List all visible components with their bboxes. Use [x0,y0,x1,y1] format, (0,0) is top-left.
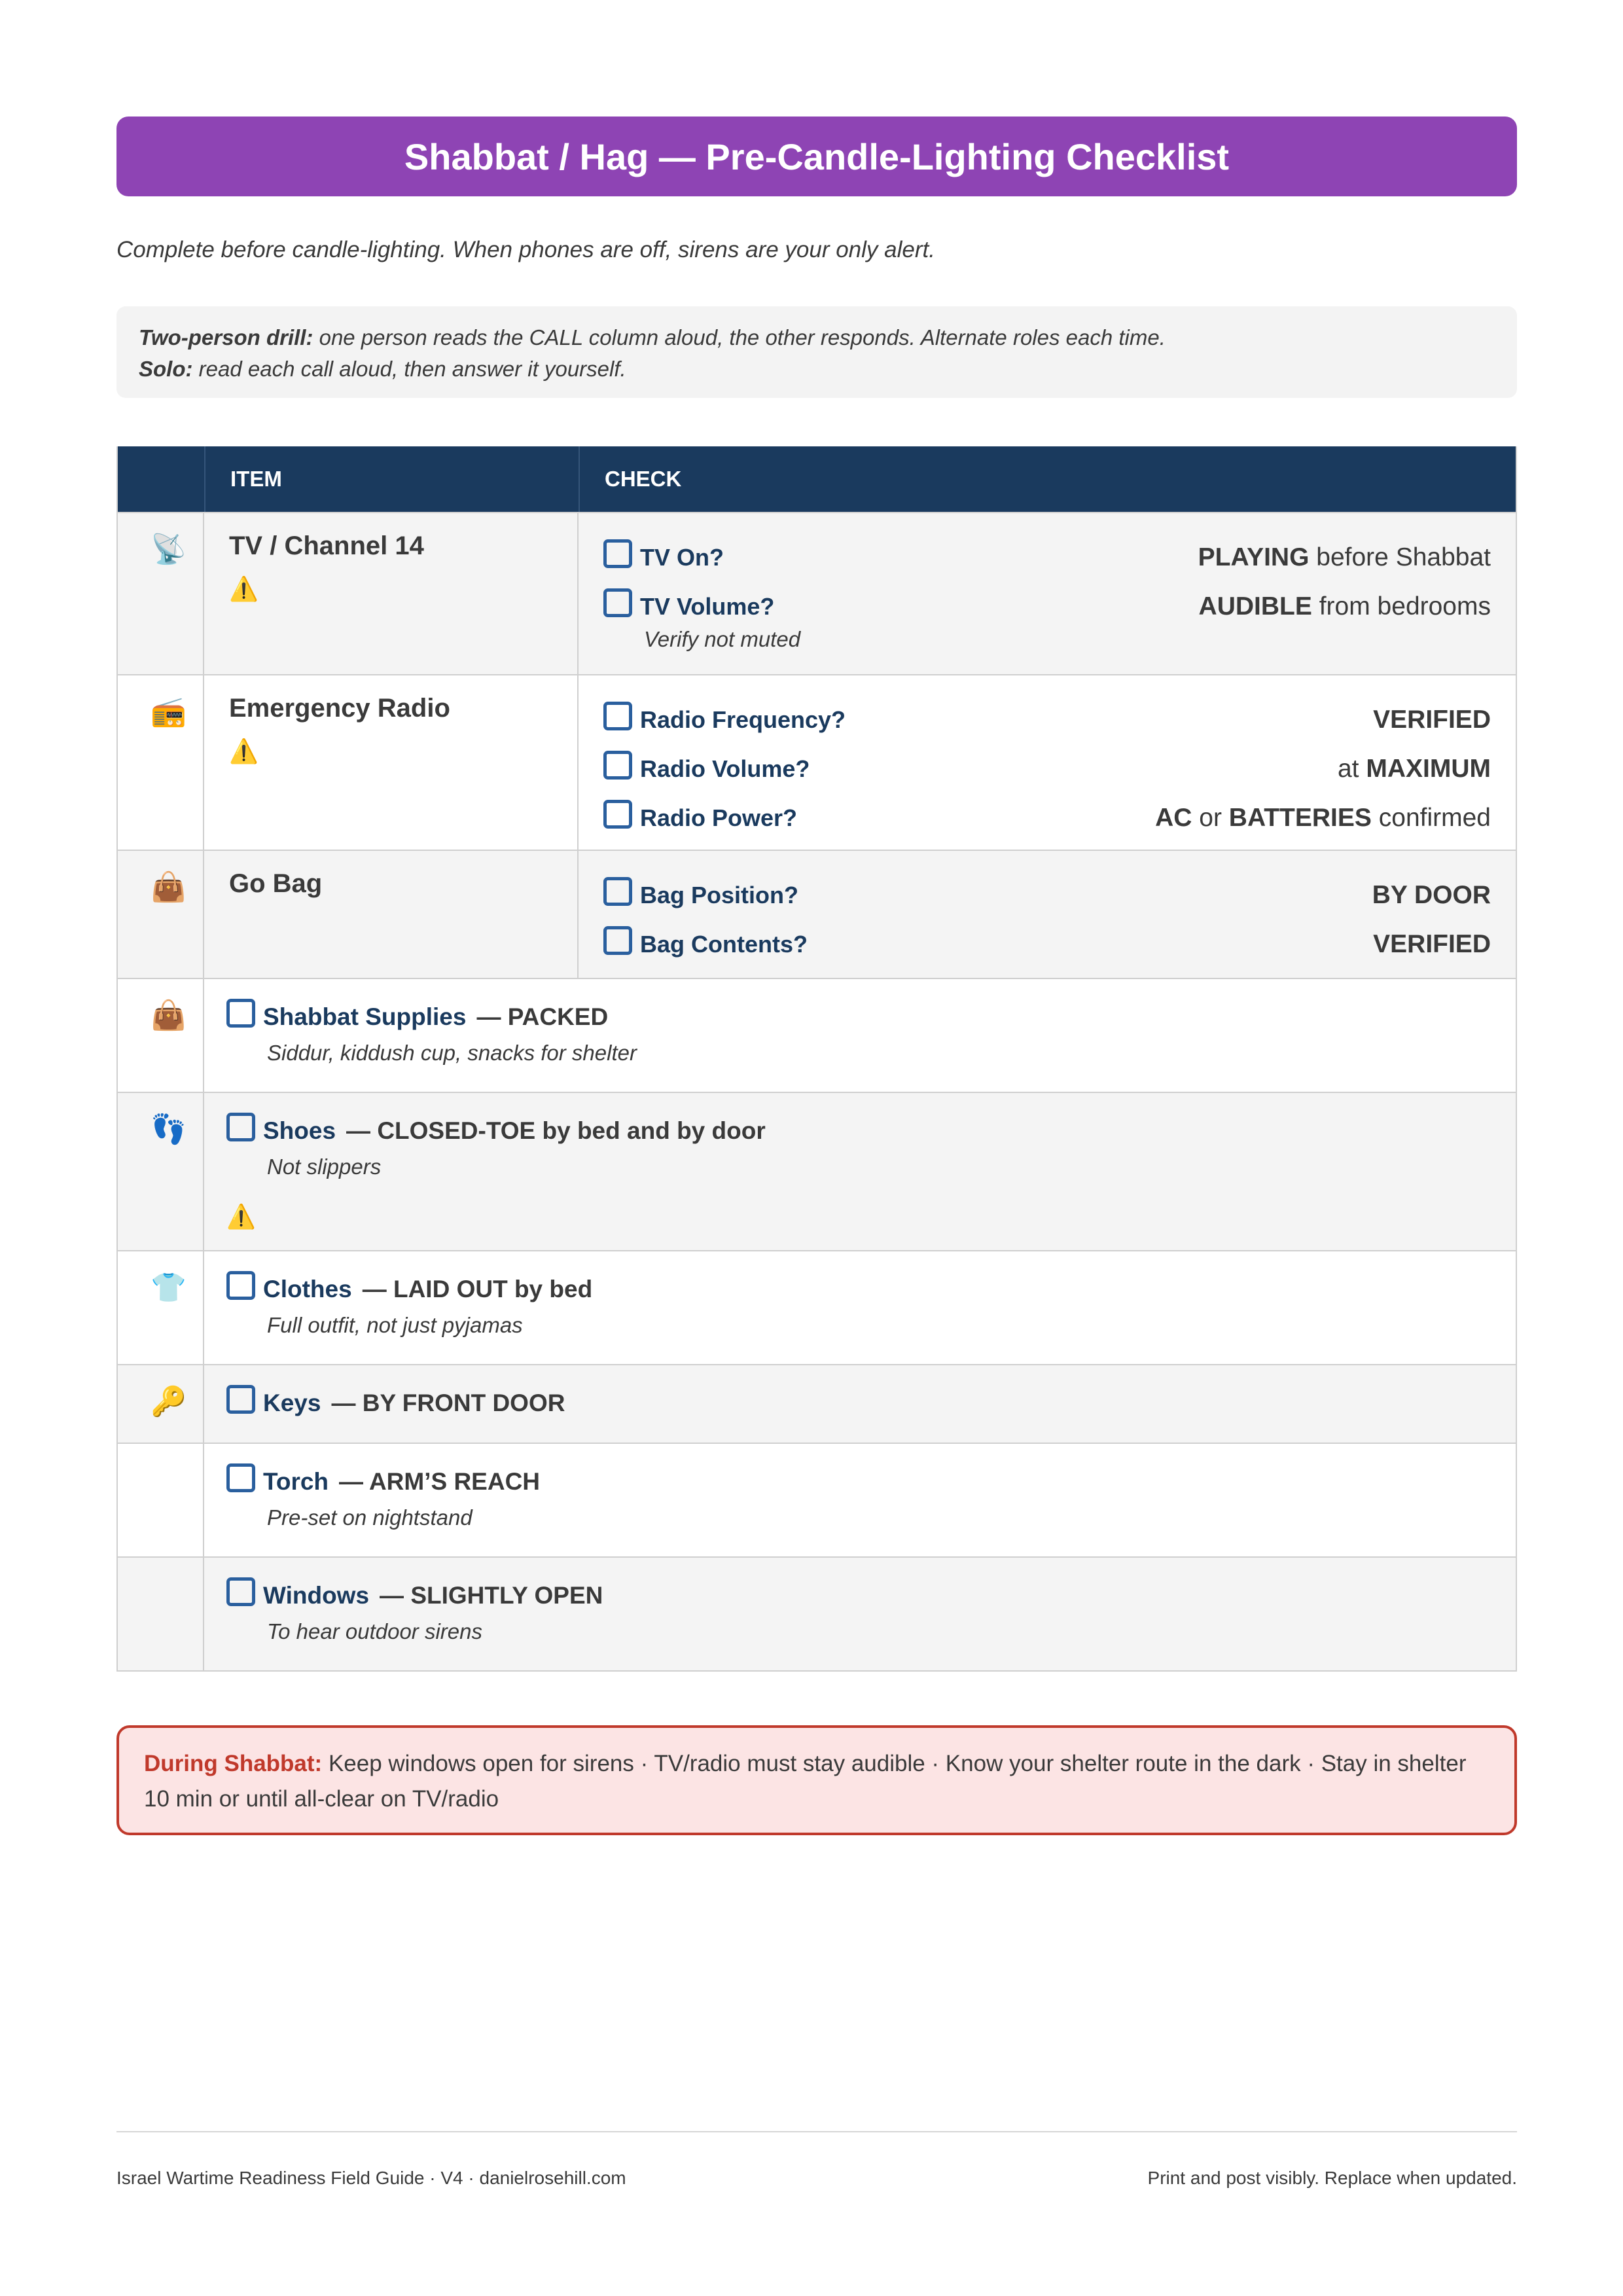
bag-icon: 👜 [151,999,187,1031]
icon-cell [118,851,204,978]
icon-cell [118,513,204,674]
alert-lead: During Shabbat: [144,1751,323,1776]
check-note: Siddur, kiddush cup, snacks for shelter [267,1041,637,1065]
check-radio-power[interactable] [603,793,1491,842]
check-status: — PACKED [476,1003,609,1030]
two-person-label: Two-person drill: [139,325,313,350]
during-shabbat-alert [116,1725,1517,1835]
check-label: Windows [263,1582,370,1609]
icon-cell [118,1444,204,1556]
page-title: Shabbat / Hag — Pre-Candle-Lighting Checklist [116,117,1517,196]
check-answer: VERIFIED [1373,705,1491,734]
icon-cell [118,979,204,1092]
header-icon-col [118,446,205,512]
full-cell [204,1093,1516,1250]
full-cell [204,1251,1516,1364]
check-question: Radio Power? [640,804,798,831]
item-cell [204,851,579,978]
table-row-torch [118,1443,1516,1556]
checkbox[interactable] [226,1577,255,1606]
item-name: TV / Channel 14 [229,531,424,560]
footer-divider [116,2131,1517,2132]
checkbox[interactable] [603,588,632,617]
check-cell [579,675,1516,850]
check-label: Shabbat Supplies [263,1003,467,1030]
check-radio-frequency[interactable] [603,695,1491,744]
check-label: Torch [263,1468,329,1495]
check-status: — BY FRONT DOOR [331,1390,565,1416]
check-windows[interactable] [226,1581,1491,1610]
item-cell [204,675,579,850]
icon-cell [118,1093,204,1250]
checklist-table [116,446,1517,1672]
check-label: Shoes [263,1117,336,1144]
check-status: — CLOSED-TOE by bed and by door [346,1117,766,1144]
check-bag-position[interactable] [603,870,1491,920]
check-label: Clothes [263,1276,352,1302]
radio-icon: 📻 [151,696,187,728]
check-answer: AC or BATTERIES confirmed [1155,803,1491,832]
table-row-windows [118,1556,1516,1670]
footprints-icon: 👣 [151,1113,187,1145]
drill-instructions [116,306,1517,398]
check-answer: AUDIBLE from bedrooms [1198,592,1491,620]
check-question: Bag Position? [640,881,798,908]
checkbox[interactable] [226,1271,255,1300]
check-tv-volume[interactable] [603,582,1491,631]
check-shoes[interactable] [226,1117,1491,1145]
table-row-gobag [118,850,1516,978]
check-radio-volume[interactable] [603,744,1491,793]
checkbox[interactable] [603,926,632,955]
checkbox[interactable] [603,751,632,780]
warning-icon: ⚠️ [229,575,259,602]
key-icon: 🔑 [151,1386,187,1418]
check-question: Radio Volume? [640,755,810,782]
item-cell [204,513,579,674]
check-note: Not slippers [267,1155,382,1179]
check-label: Keys [263,1390,321,1416]
icon-cell [118,1365,204,1443]
check-status: — LAID OUT by bed [362,1276,593,1302]
check-clothes[interactable] [226,1275,1491,1304]
check-tv-on[interactable] [603,533,1491,582]
checkbox[interactable] [603,539,632,568]
footer-note: Print and post visibly. Replace when updated. [1147,2168,1517,2188]
checkbox[interactable] [226,1385,255,1414]
check-cell [579,513,1516,674]
check-answer: PLAYING before Shabbat [1198,543,1491,571]
page-subtitle: Complete before candle-lighting. When phones are off, sirens are your only alert. [116,237,935,262]
table-row-radio [118,674,1516,850]
check-torch[interactable] [226,1467,1491,1496]
bag-icon: 👜 [151,871,187,903]
check-question: Radio Frequency? [640,706,846,733]
table-row-clothes [118,1250,1516,1364]
alert-text: Keep windows open for sirens · TV/radio must stay audible · Know your shelter route in the dark · Stay in shelter 10 min or until all-clear on TV/radio [144,1751,1467,1812]
shirt-icon: 👕 [151,1272,187,1304]
check-answer: VERIFIED [1373,929,1491,958]
two-person-text: one person reads the CALL column aloud, the other responds. Alternate roles each time. [313,325,1166,350]
table-header [118,446,1516,512]
icon-cell [118,675,204,850]
table-row-shoes [118,1092,1516,1250]
full-cell [204,1558,1516,1670]
item-name: Emergency Radio [229,694,450,723]
check-bag-contents[interactable] [603,920,1491,969]
check-cell [579,851,1516,978]
check-keys[interactable] [226,1389,1491,1418]
table-row-supplies [118,978,1516,1092]
check-question: TV On? [640,543,724,571]
footer-source: Israel Wartime Readiness Field Guide · V4 · danielrosehill.com [116,2168,626,2188]
header-check: CHECK [605,467,682,491]
warning-icon: ⚠️ [226,1203,256,1230]
full-cell [204,1444,1516,1556]
table-row-keys [118,1364,1516,1443]
item-name: Go Bag [229,869,323,898]
check-note: Verify not muted [644,627,801,651]
checkbox[interactable] [226,1463,255,1492]
table-row-tv [118,512,1516,674]
check-answer: at MAXIMUM [1337,754,1491,783]
full-cell [204,979,1516,1092]
full-cell [204,1365,1516,1443]
icon-cell [118,1558,204,1670]
header-item: ITEM [205,446,580,512]
icon-cell [118,1251,204,1364]
check-note: To hear outdoor sirens [267,1619,482,1643]
checkbox[interactable] [603,877,632,906]
check-question: TV Volume? [640,592,775,620]
checkbox[interactable] [603,800,632,829]
check-question: Bag Contents? [640,930,808,958]
check-supplies[interactable] [226,1003,1491,1031]
checkbox[interactable] [226,999,255,1028]
check-status: — SLIGHTLY OPEN [380,1582,603,1609]
check-note: Full outfit, not just pyjamas [267,1313,523,1337]
antenna-icon: 📡 [151,533,187,565]
check-note: Pre-set on nightstand [267,1505,473,1530]
check-status: — ARM’S REACH [339,1468,541,1495]
check-answer: BY DOOR [1372,880,1491,909]
warning-icon: ⚠️ [229,738,259,764]
solo-text: read each call aloud, then answer it yourself. [192,357,626,381]
checkbox[interactable] [603,702,632,730]
checkbox[interactable] [226,1113,255,1141]
solo-label: Solo: [139,357,193,381]
